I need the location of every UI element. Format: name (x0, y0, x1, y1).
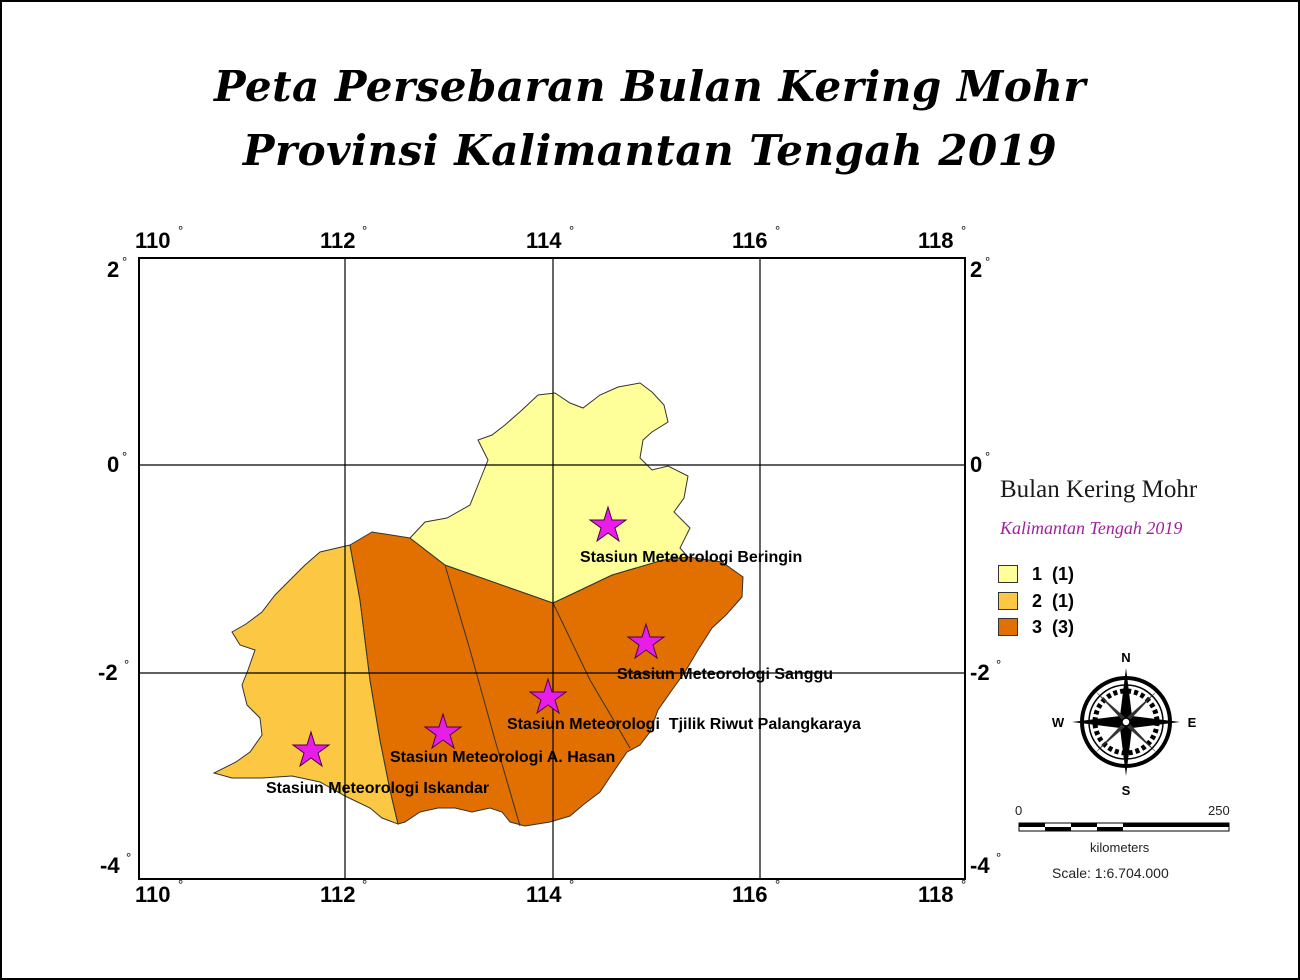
lon-label-top: 114 (526, 228, 562, 253)
compass-west-label: W (1051, 715, 1065, 730)
legend-swatch (998, 618, 1018, 636)
legend-subtitle: Kalimantan Tengah 2019 (1000, 518, 1183, 538)
lat-label-left: 0 (107, 452, 120, 477)
degree-symbol: ° (362, 223, 368, 238)
lat-label-left: 2 (107, 257, 120, 282)
compass-east-label: E (1187, 715, 1197, 730)
legend-item-label: 3 (3) (1032, 616, 1075, 637)
degree-symbol: ° (775, 223, 781, 238)
legend-item-label: 2 (1) (1032, 590, 1075, 611)
legend-item-label: 1 (1) (1032, 563, 1075, 584)
compass-south-label: S (1121, 783, 1131, 798)
scale-start-label: 0 (1015, 803, 1023, 818)
lon-label-bottom: 114 (526, 882, 562, 907)
lon-label-top: 112 (320, 228, 356, 253)
degree-symbol: ° (569, 877, 575, 892)
lat-label-left: -2 (98, 660, 118, 685)
degree-symbol: ° (178, 223, 184, 238)
compass-rose-icon (1072, 668, 1180, 776)
lat-label-left: -4 (100, 853, 120, 878)
lat-label-right: 2 (970, 257, 983, 282)
legend-item-class-3 (998, 617, 1074, 637)
station-label-sanggu: Stasiun Meteorologi Sanggu (617, 666, 834, 683)
lon-label-bottom: 110 (135, 882, 171, 907)
station-label-a-hasan: Stasiun Meteorologi A. Hasan (390, 749, 616, 766)
degree-symbol: ° (996, 657, 1002, 672)
degree-symbol: ° (961, 223, 967, 238)
legend-title: Bulan Kering Mohr (1000, 476, 1198, 503)
scale-unit-label: kilometers (1090, 840, 1150, 855)
lat-label-right: 0 (970, 452, 983, 477)
degree-symbol: ° (178, 877, 184, 892)
degree-symbol: ° (362, 877, 368, 892)
degree-symbol: ° (122, 449, 128, 464)
degree-symbol: ° (124, 657, 130, 672)
map-title-line1: Peta Persebaran Bulan Kering Mohr (213, 62, 1087, 111)
degree-symbol: ° (985, 254, 991, 269)
map-title-line2: Provinsi Kalimantan Tengah 2019 (242, 126, 1058, 175)
lon-label-bottom: 116 (732, 882, 768, 907)
lon-label-top: 110 (135, 228, 171, 253)
degree-symbol: ° (126, 850, 132, 865)
lon-label-top: 118 (918, 228, 954, 253)
lon-label-bottom: 112 (320, 882, 356, 907)
scale-bar (1019, 823, 1229, 831)
scale-ratio-label: Scale: 1:6.704.000 (1052, 865, 1169, 881)
station-label-beringin: Stasiun Meteorologi Beringin (580, 549, 803, 566)
degree-symbol: ° (961, 877, 967, 892)
legend-item-class-2 (998, 591, 1074, 611)
scale-end-label: 250 (1208, 803, 1230, 818)
lon-label-bottom: 118 (918, 882, 954, 907)
station-label-tjilik-riwut: Stasiun Meteorologi Tjilik Riwut Palangkaraya (507, 716, 861, 733)
compass-north-label: N (1121, 650, 1131, 665)
degree-symbol: ° (775, 877, 781, 892)
lat-label-right: -2 (970, 660, 990, 685)
legend-item-class-1 (998, 564, 1074, 584)
lon-label-top: 116 (732, 228, 768, 253)
station-label-iskandar: Stasiun Meteorologi Iskandar (266, 780, 490, 797)
degree-symbol: ° (122, 254, 128, 269)
degree-symbol: ° (985, 449, 991, 464)
lat-label-right: -4 (970, 853, 990, 878)
degree-symbol: ° (569, 223, 575, 238)
legend-swatch (998, 565, 1018, 583)
legend-swatch (998, 592, 1018, 610)
degree-symbol: ° (996, 850, 1002, 865)
